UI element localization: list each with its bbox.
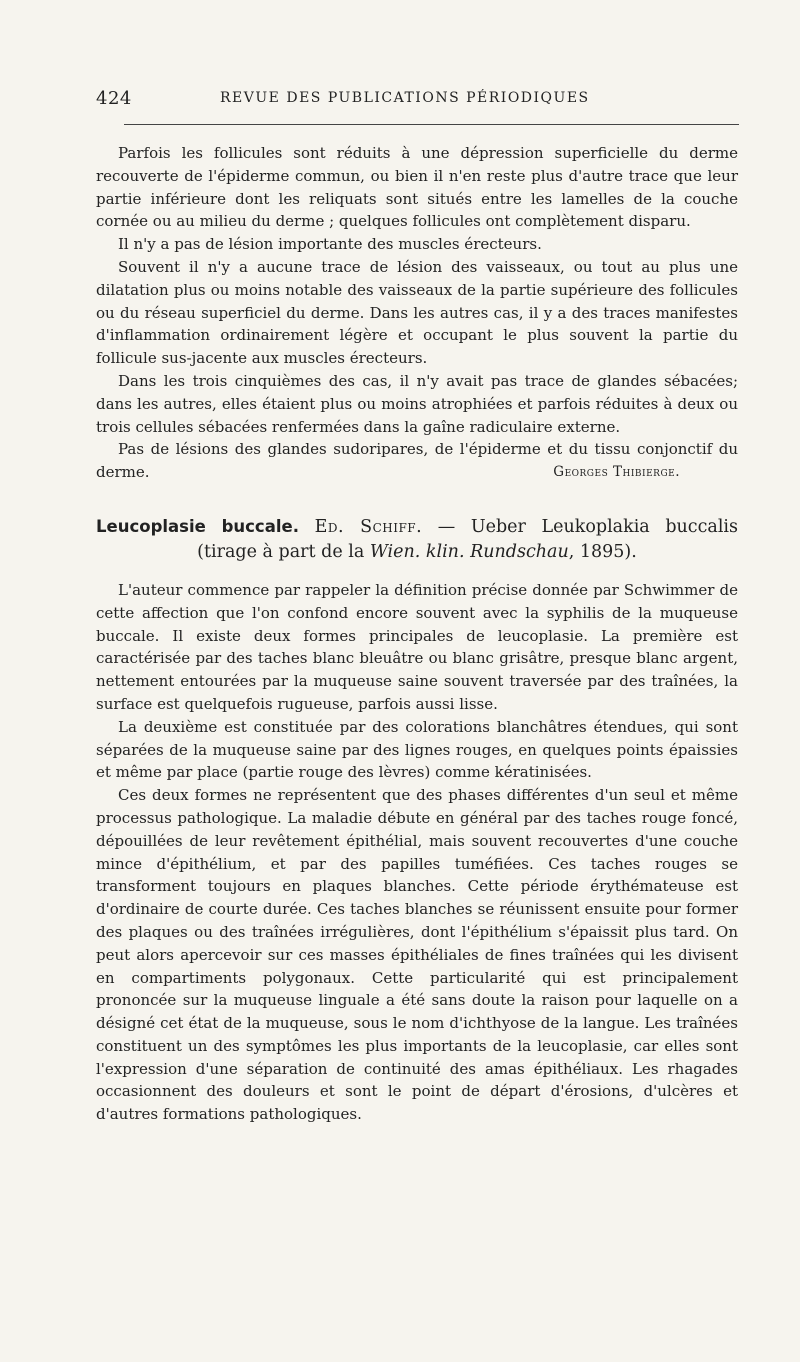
paragraph-sebaceous-glands: Dans les trois cinquièmes des cas, il n'y avait pas trace de glandes sébacées; dans les autres, elles étaient plus ou moins atrophiées et parfois réduites à deux ou trois cellules sébacées renfermées dans la gaîne radiculaire externe.	[96, 371, 738, 436]
page-number: 424	[96, 88, 132, 109]
review-body	[96, 579, 738, 1126]
header-rule	[124, 124, 739, 125]
previous-review-section	[96, 142, 738, 484]
review-title: Leucoplasie buccale.	[96, 516, 299, 536]
review-heading	[96, 514, 738, 565]
review-heading-line1	[96, 514, 738, 540]
reference-suffix: , 1895).	[568, 541, 637, 562]
reference-prefix: (tirage à part de la	[197, 541, 370, 562]
signature: Georges Thibierge.	[553, 464, 680, 481]
paragraph-vessels: Souvent il n'y a aucune trace de lésion des vaisseaux, ou tout au plus une dilatation plus ou moins notable des vaisseaux de la partie supérieure des follicules ou du réseau superficiel du derme. Dans les autres cas, il y a des traces manifestes d'inflammation ordinairement légère et occupant le plus souvent la partie du follicule sus-jacente aux muscles érecteurs.	[96, 257, 738, 368]
running-title: REVUE DES PUBLICATIONS PÉRIODIQUES	[220, 90, 590, 106]
journal-name: Wien. klin. Rundschau	[369, 541, 569, 562]
sweat-glands-text: Pas de lésions des glandes sudoripares, de l'épiderme et du tissu conjonctif du derme.	[96, 440, 738, 482]
paragraph-follicles: Parfois les follicules sont réduits à une dépression superficielle du derme recouverte de l'épiderme commun, ou bien il n'en reste plus d'autre trace que leur partie inférieure dont les reliquats sont situés entre les lamelles de la couche cornée ou au milieu du derme ; quelques follicules ont complètement disparu.	[96, 144, 738, 231]
article-title: Ueber Leukoplakia buccalis	[470, 516, 738, 537]
page-header	[96, 88, 738, 112]
paragraph-sweat-glands	[96, 438, 738, 484]
review-heading-line2	[96, 540, 738, 565]
heading-dash: —	[422, 516, 471, 537]
paragraph-erector-muscles: Il n'y a pas de lésion importante des muscles érecteurs.	[118, 235, 542, 254]
paragraph-process: Ces deux formes ne représentent que des phases différentes d'un seul et même processus pathologique. La maladie débute en général par des taches rouge foncé, dépouillées de leur revêtement épithélial, mais souvent recouvertes d'une couche mince d'épithélium, et par des papilles tuméfiées. Ces taches rouges se transforment toujours en plaques blanches. Cette période érythémateuse est d'ordinaire de courte durée. Ces taches blanches se réunissent ensuite pour former des plaques ou des traînées irrégulières, dont l'épithélium s'épaissit plus tard. On peut alors apercevoir sur ces masses épithéliales de fines traînées qui les divisent en compartiments polygonaux. Cette particularité qui est principalement prononcée sur la muqueuse linguale a été sans doute la raison pour laquelle on a désigné cet état de la muqueuse, sous le nom d'ichthyose de la langue. Les traînées constituent un des symptômes les plus importants de la leucoplasie, car elles sont l'expression d'une séparation de continuité des amas épithéliaux. Les rhagades occasionnent des douleurs et sont le point de départ d'érosions, d'ulcères et d'autres formations pathologiques.	[96, 786, 738, 1124]
paragraph-second-form: La deuxième est constituée par des colorations blanchâtres étendues, qui sont séparées de la muqueuse saine par des lignes rouges, en quelques points épaissies et même par place (partie rouge des lèvres) comme kératinisées.	[96, 717, 738, 782]
page-body	[96, 142, 738, 1126]
review-author: Ed. Schiff.	[314, 516, 423, 537]
paragraph-definition: L'auteur commence par rappeler la définition précise donnée par Schwimmer de cette affection que l'on confond encore souvent avec la syphilis de la muqueuse buccale. Il existe deux formes principales de leucoplasie. La première est caractérisée par des taches blanc bleuâtre ou blanc grisâtre, presque blanc argent, nettement entourées par la muqueuse saine souvent traversée par des traînées, la surface est quelquefois rugueuse, parfois aussi lisse.	[96, 580, 738, 713]
